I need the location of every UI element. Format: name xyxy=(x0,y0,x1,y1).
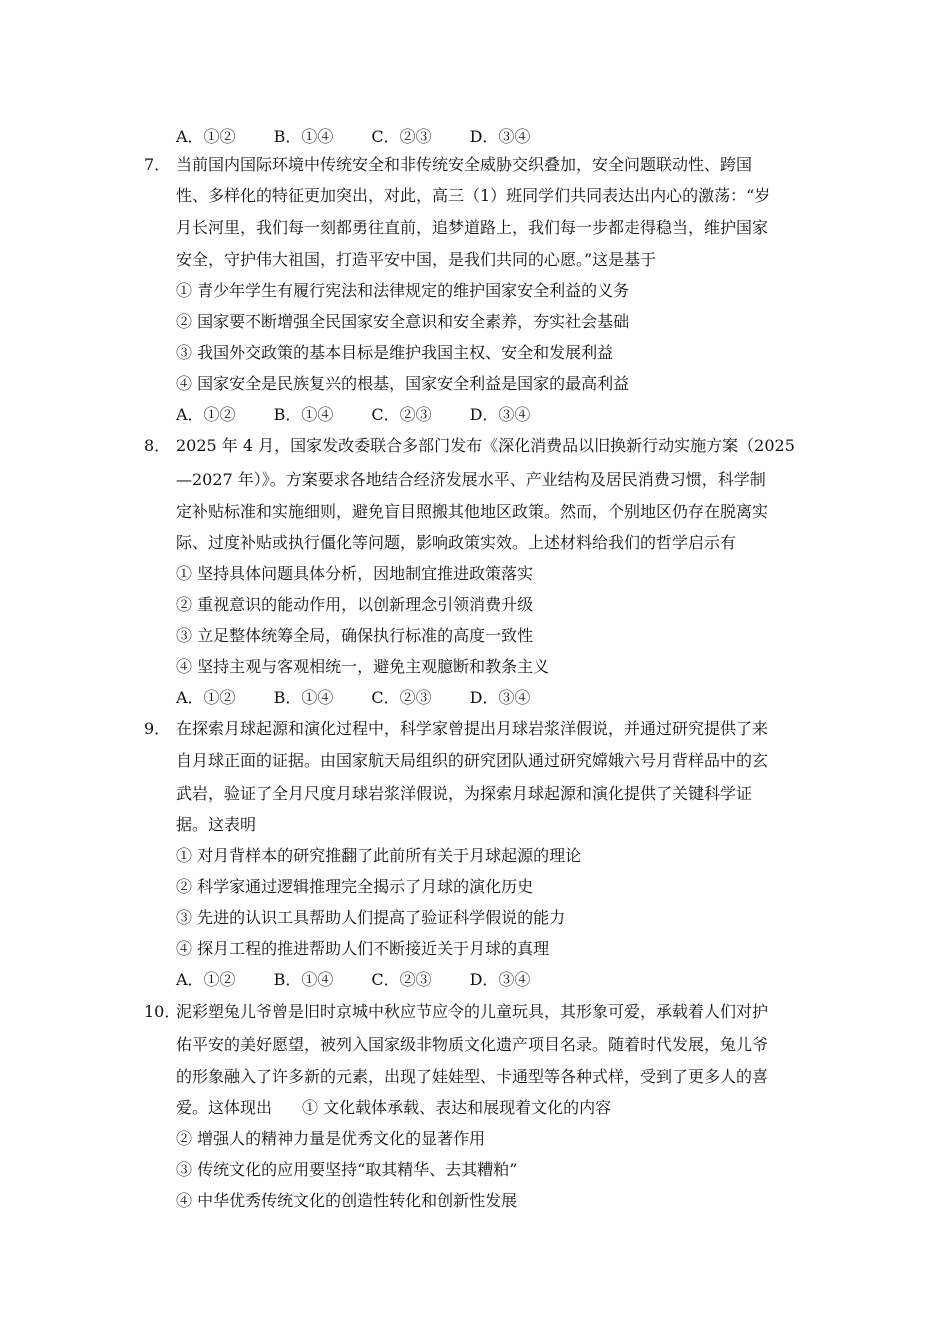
option-c: C．②③ xyxy=(371,688,432,707)
option-a: A．①② xyxy=(176,405,236,424)
option-d: D．③④ xyxy=(469,405,531,424)
option-d: D．③④ xyxy=(469,127,531,146)
options-row-q6 xyxy=(176,127,530,147)
q8-item-1: ① 坚持具体问题具体分析，因地制宜推进政策落实 xyxy=(176,564,534,583)
option-c: C．②③ xyxy=(371,970,432,989)
option-a: A．①② xyxy=(176,970,236,989)
q9-item-1: ① 对月背样本的研究推翻了此前所有关于月球起源的理论 xyxy=(176,846,582,865)
q8-item-2: ② 重视意识的能动作用，以创新理念引领消费升级 xyxy=(176,595,534,614)
question-number-10: 10． xyxy=(144,1002,181,1021)
q9-item-2: ② 科学家通过逻辑推理完全揭示了月球的演化历史 xyxy=(176,877,534,896)
option-b: B．①④ xyxy=(273,127,334,146)
q8-stem-line-1: 2025 年 4 月，国家发改委联合多部门发布《深化消费品以旧换新行动实施方案（2025 xyxy=(176,436,795,455)
q9-stem-line-3: 武岩，验证了全月尺度月球岩浆洋假说，为探索月球起源和演化提供了关键科学证 xyxy=(176,784,753,803)
q7-stem-line-2: 性、多样化的特征更加突出，对此，高三（1）班同学们共同表达出内心的激荡：“岁 xyxy=(176,186,771,205)
option-a: A．①② xyxy=(176,127,236,146)
q10-item-1: ① 文化载体承载、表达和展现着文化的内容 xyxy=(302,1098,612,1117)
q10-item-2: ② 增强人的精神力量是优秀文化的显著作用 xyxy=(176,1129,486,1148)
option-b: B．①④ xyxy=(273,688,334,707)
q8-item-3: ③ 立足整体统筹全局，确保执行标准的高度一致性 xyxy=(176,626,534,645)
q10-item-4: ④ 中华优秀传统文化的创造性转化和创新性发展 xyxy=(176,1191,518,1210)
q10-stem-line-2: 佑平安的美好愿望，被列入国家级非物质文化遗产项目名录。随着时代发展，兔儿爷 xyxy=(176,1035,769,1054)
q8-item-4: ④ 坚持主观与客观相统一，避免主观臆断和教条主义 xyxy=(176,657,550,676)
options-row-q8 xyxy=(176,688,530,708)
q10-stem-last: 爱。这体现出 xyxy=(176,1098,273,1117)
q7-item-2: ② 国家要不断增强全民国家安全意识和安全素养，夯实社会基础 xyxy=(176,312,630,331)
q9-stem-line-2: 自月球正面的证据。由国家航天局组织的研究团队通过研究嫦娥六号月背样品中的玄 xyxy=(176,751,769,770)
option-d: D．③④ xyxy=(469,688,531,707)
q7-stem-line-4: 安全，守护伟大祖国，打造平安中国，是我们共同的心愿。”这是基于 xyxy=(176,250,657,269)
q10-stem-line-4 xyxy=(176,1098,816,1118)
q9-stem-line-1: 在探索月球起源和演化过程中，科学家曾提出月球岩浆洋假说，并通过研究提供了来 xyxy=(176,719,769,738)
option-a: A．①② xyxy=(176,688,236,707)
question-number-7: 7． xyxy=(144,155,171,174)
q9-item-3: ③ 先进的认识工具帮助人们提高了验证科学假说的能力 xyxy=(176,908,566,927)
option-b: B．①④ xyxy=(273,405,334,424)
q9-item-4: ④ 探月工程的推进帮助人们不断接近关于月球的真理 xyxy=(176,939,550,958)
options-row-q9 xyxy=(176,970,530,990)
q8-stem-line-3: 定补贴标准和实施细则，避免盲目照搬其他地区政策。然而，个别地区仍存在脱离实 xyxy=(176,502,769,521)
question-number-9: 9． xyxy=(144,719,171,738)
option-c: C．②③ xyxy=(371,405,432,424)
q10-item-3: ③ 传统文化的应用要坚持“取其精华、去其糟粕” xyxy=(176,1160,518,1179)
q7-item-3: ③ 我国外交政策的基本目标是维护我国主权、安全和发展利益 xyxy=(176,343,614,362)
q7-stem-line-1: 当前国内国际环境中传统安全和非传统安全威胁交织叠加，安全问题联动性、跨国 xyxy=(176,155,753,174)
options-row-q7 xyxy=(176,405,530,425)
q7-stem-line-3: 月长河里，我们每一刻都勇往直前，追梦道路上，我们每一步都走得稳当，维护国家 xyxy=(176,218,769,237)
option-d: D．③④ xyxy=(469,970,531,989)
option-b: B．①④ xyxy=(273,970,334,989)
q7-item-1: ① 青少年学生有履行宪法和法律规定的维护国家安全利益的义务 xyxy=(176,281,630,300)
option-c: C．②③ xyxy=(371,127,432,146)
q10-stem-line-3: 的形象融入了许多新的元素，出现了娃娃型、卡通型等各种式样，受到了更多人的喜 xyxy=(176,1067,769,1086)
q7-item-4: ④ 国家安全是民族复兴的根基，国家安全利益是国家的最高利益 xyxy=(176,374,630,393)
q10-stem-line-1: 泥彩塑兔儿爷曾是旧时京城中秋应节应令的儿童玩具，其形象可爱，承载着人们对护 xyxy=(176,1002,769,1021)
q8-stem-line-4: 际、过度补贴或执行僵化等问题，影响政策实效。上述材料给我们的哲学启示有 xyxy=(176,533,737,552)
q8-stem-line-2: —2027 年）》。方案要求各地结合经济发展水平、产业结构及居民消费习惯，科学制 xyxy=(176,470,766,489)
q9-stem-line-4: 据。这表明 xyxy=(176,815,257,834)
question-number-8: 8． xyxy=(144,436,171,455)
